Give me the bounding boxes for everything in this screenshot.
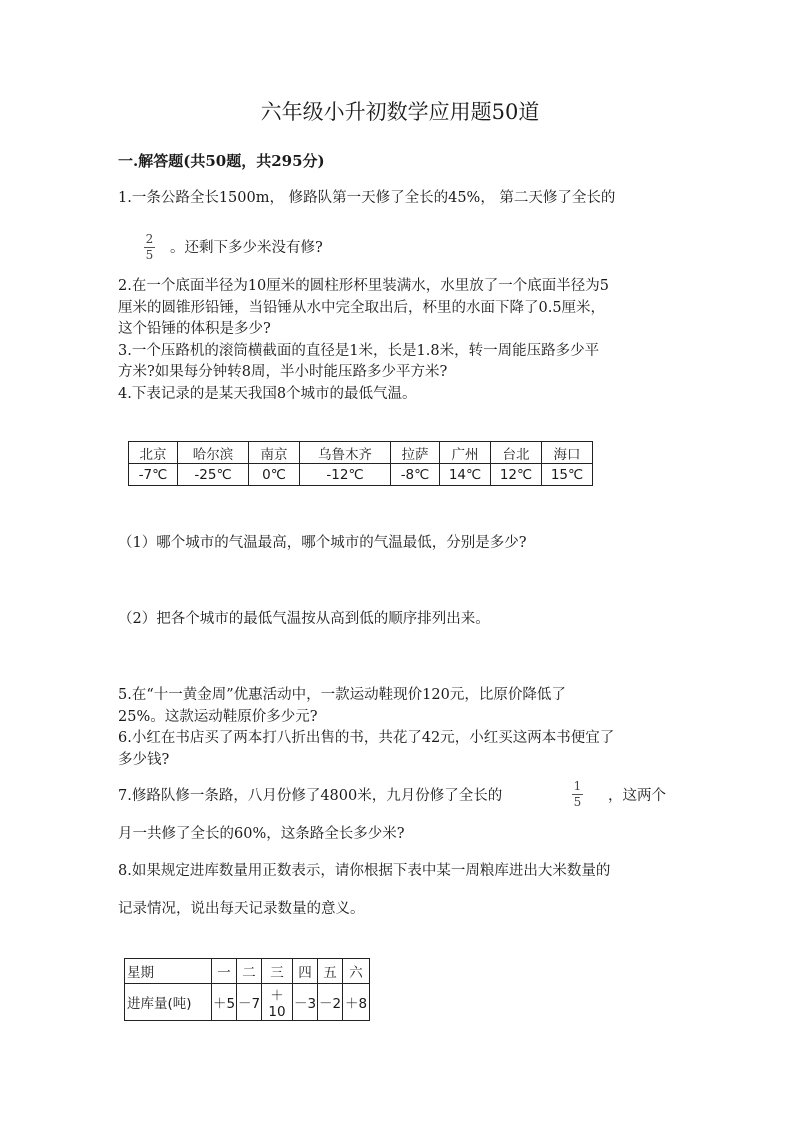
day-cell: 六	[343, 959, 370, 984]
table-row	[125, 959, 370, 984]
day-cell: 一	[212, 959, 237, 984]
day-cell: 三	[262, 959, 293, 984]
q1-fraction	[144, 233, 155, 261]
page-title: 六年级小升初数学应用题50道	[260, 100, 540, 124]
q7-frac-numerator: 1	[573, 779, 582, 793]
table-row	[125, 984, 370, 1021]
day-cell: 五	[318, 959, 343, 984]
city-cell: 乌鲁木齐	[300, 442, 391, 464]
city-cell: 广州	[440, 442, 491, 464]
value-cell: －3	[293, 984, 318, 1021]
q7-line1b: ，这两个	[608, 788, 666, 804]
temp-cell: 14℃	[440, 464, 491, 486]
q1-line1: 1.一条公路全长1500m， 修路队第一天修了全长的45%， 第二天修了全长的	[118, 190, 616, 206]
temp-cell: -12℃	[300, 464, 391, 486]
q2-line1: 2.在一个底面半径为10厘米的圆柱形杯里装满水，水里放了一个底面半径为5	[118, 278, 610, 294]
value-cell: ＋5	[212, 984, 237, 1021]
value-cell: －2	[318, 984, 343, 1021]
temp-cell: -7℃	[129, 464, 178, 486]
q3-line1: 3.一个压路机的滚筒横截面的直径是1米，长是1.8米，转一周能压路多少平	[118, 343, 600, 359]
q2-line2: 厘米的圆锥形铅锤，当铅锤从水中完全取出后，杯里的水面下降了0.5厘米，	[118, 300, 606, 316]
section-heading: 一.解答题(共50题，共295分)	[118, 152, 325, 170]
q2-line3: 这个铅锤的体积是多少?	[118, 321, 271, 337]
value-cell: ＋8	[343, 984, 370, 1021]
city-cell: 北京	[129, 442, 178, 464]
q4-sub1: （1）哪个城市的气温最高，哪个城市的气温最低，分别是多少?	[118, 535, 527, 551]
city-cell: 拉萨	[391, 442, 440, 464]
q7-line1: 7.修路队修一条路，八月份修了4800米，九月份修了全长的	[118, 788, 503, 804]
q7-fraction	[572, 780, 583, 808]
q1-frac-numerator: 2	[145, 232, 154, 246]
row-label-cell: 进库量(吨)	[125, 984, 212, 1021]
city-cell: 哈尔滨	[178, 442, 249, 464]
temperature-table	[128, 441, 593, 486]
day-cell: 四	[293, 959, 318, 984]
temp-cell: -25℃	[178, 464, 249, 486]
q7-frac-denominator: 5	[573, 795, 582, 809]
q3-line2: 方米?如果每分钟转8周，半小时能压路多少平方米?	[118, 364, 448, 380]
q6-line1: 6.小红在书店买了两本打八折出售的书，共花了42元，小红买这两本书便宜了	[118, 730, 615, 746]
day-cell: 二	[237, 959, 262, 984]
temp-cell: -8℃	[391, 464, 440, 486]
header-label-cell: 星期	[125, 959, 212, 984]
temp-cell: 15℃	[542, 464, 593, 486]
q7-line2: 月一共修了全长的60%，这条路全长多少米?	[118, 826, 405, 842]
q4-line1: 4.下表记录的是某天我国8个城市的最低气温。	[118, 386, 417, 402]
grain-table	[124, 958, 370, 1021]
city-cell: 台北	[491, 442, 542, 464]
city-cell: 南京	[249, 442, 300, 464]
q1-line2: 。还剩下多少米没有修?	[170, 240, 323, 256]
q5-line1: 5.在“十一黄金周”优惠活动中，一款运动鞋现价120元，比原价降低了	[118, 687, 566, 703]
q1-frac-denominator: 5	[145, 248, 154, 262]
temp-cell: 0℃	[249, 464, 300, 486]
table-row	[129, 442, 593, 464]
table-row	[129, 464, 593, 486]
city-cell: 海口	[542, 442, 593, 464]
value-cell: ＋10	[262, 984, 293, 1021]
temp-cell: 12℃	[491, 464, 542, 486]
q6-line2: 多少钱?	[118, 752, 170, 768]
q4-sub2: （2）把各个城市的最低气温按从高到低的顺序排列出来。	[118, 611, 490, 627]
value-cell: －7	[237, 984, 262, 1021]
q8-line1: 8.如果规定进库数量用正数表示，请你根据下表中某一周粮库进出大米数量的	[118, 863, 611, 879]
q5-line2: 25%。这款运动鞋原价多少元?	[118, 709, 318, 725]
q8-line2: 记录情况，说出每天记录数量的意义。	[118, 901, 365, 917]
